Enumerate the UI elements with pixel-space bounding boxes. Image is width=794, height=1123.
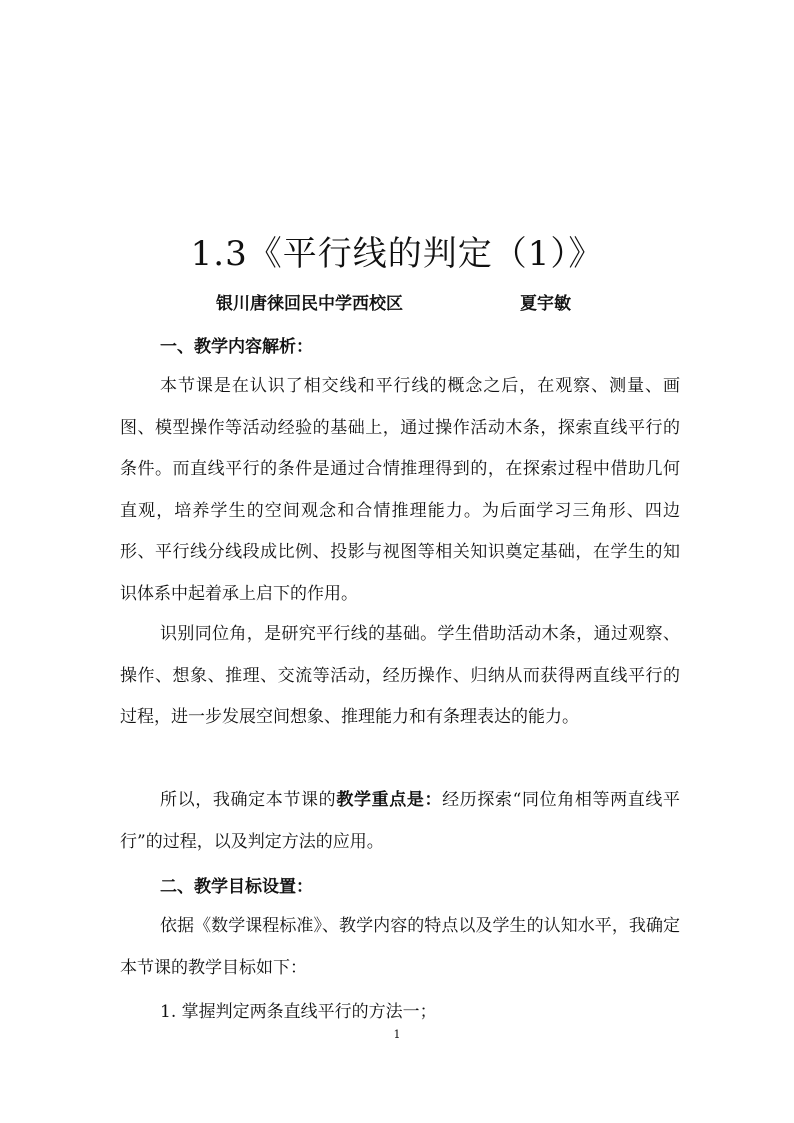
section-heading-objectives: 二、教学目标设置： [160,877,313,897]
section-heading-content-analysis: 一、教学内容解析： [160,337,313,357]
page-number: 1 [393,1028,401,1041]
paragraph-teaching-focus [120,780,680,863]
paragraph-content-analysis-2: 识别同位角，是研究平行线的基础。学生借助活动木条，通过观察、操作、想象、推理、交流等活动，经历操作、归纳从而获得两直线平行的过程，进一步发展空间想象、推理能力和有条理表达的能力。 [120,624,680,727]
paragraph-objectives-intro: 依据《数学课程标准》、教学内容的特点以及学生的认知水平，我确定本节课的教学目标如下： [120,916,680,978]
author-school: 银川唐徕回民中学西校区 [216,294,403,314]
author-name: 夏宇敏 [520,294,571,314]
focus-text: 经历探索“同位角相等两直线平行”的过程，以及判定方法的应用。 [120,790,681,852]
page-title: 1.3《平行线的判定（1）》 [190,234,604,274]
focus-prefix: 所以，我确定本节课的 [160,790,337,810]
paragraph-content-analysis-1: 本节课是在认识了相交线和平行线的概念之后，在观察、测量、画图、模型操作等活动经验的基础上，通过操作活动木条，探索直线平行的条件。而直线平行的条件是通过合情推理得到的，在探索过程中借助几何直观，培养学生的空间观念和合情推理能力。为后面学习三角形、四边形、平行线分线段成比例、投影与视图等相关知识奠定基础，在学生的知识体系中起着承上启下的作用。 [120,376,680,604]
focus-label: 教学重点是： [336,790,443,810]
objective-item-1: 1. 掌握判定两条直线平行的方法一； [160,1002,437,1022]
author-line [216,290,571,318]
